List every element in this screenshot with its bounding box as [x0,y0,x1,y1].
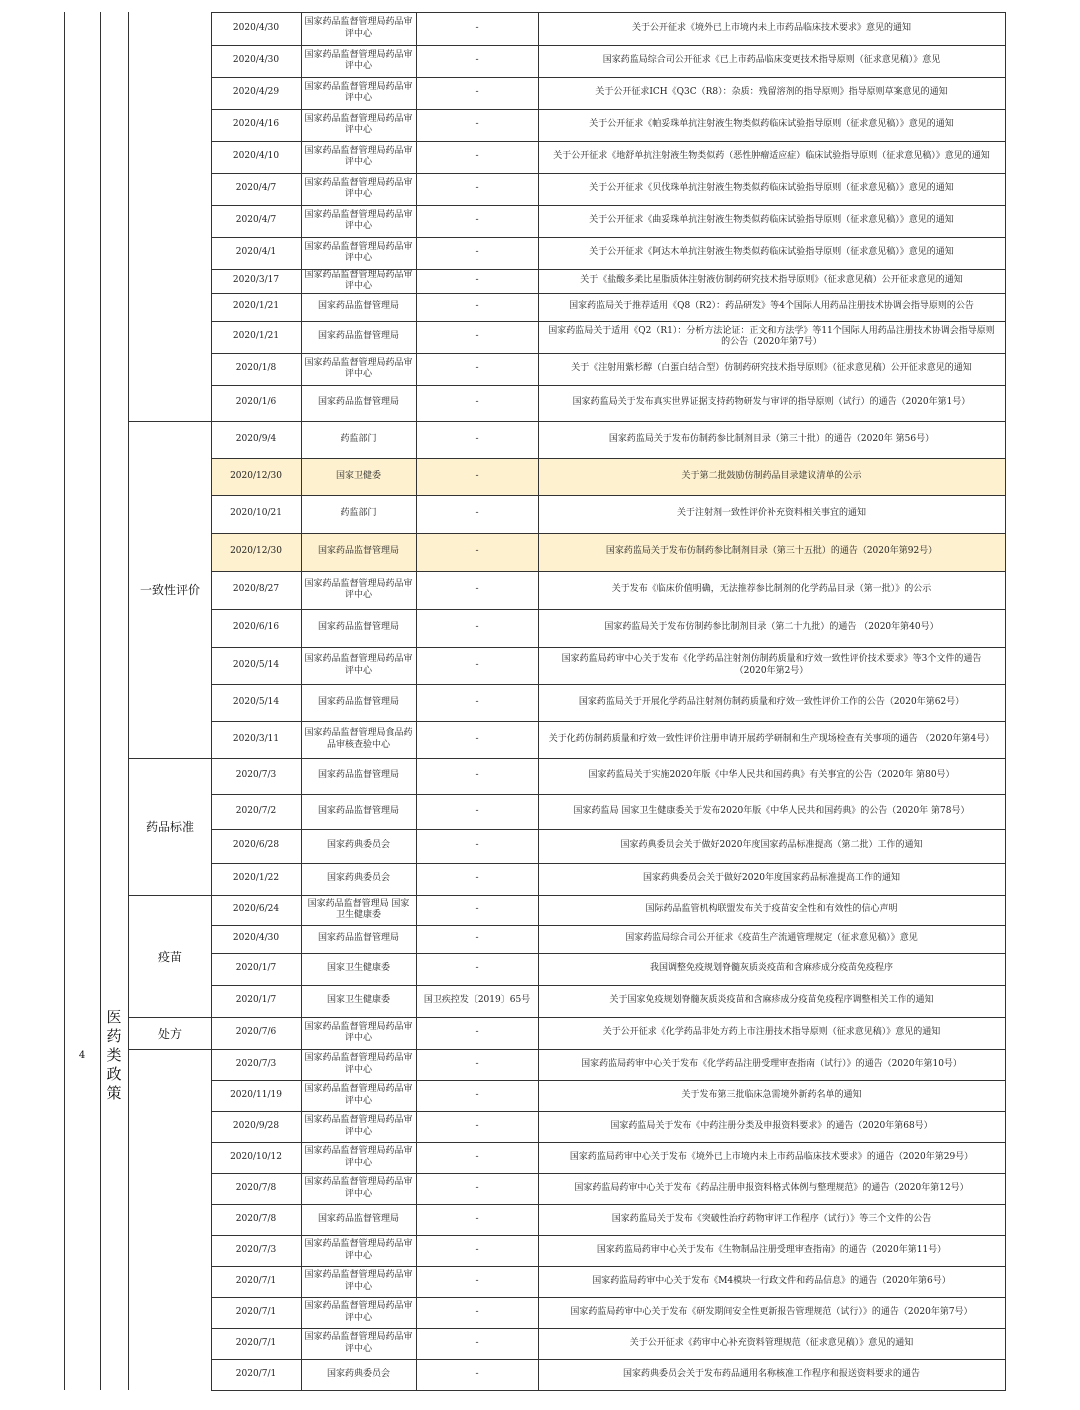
grid-line [211,829,1006,830]
grid-line [538,12,539,1390]
cell-org: 药监部门 [340,433,377,444]
cell-doc: - [475,1337,479,1348]
cell-date: 2020/7/1 [235,1306,277,1317]
grid-line [211,12,1006,13]
cell-date: 2020/4/30 [232,933,280,944]
cell-doc: 国卫疾控发〔2019〕65号 [423,995,531,1006]
cell-date: 2020/4/7 [235,215,277,226]
cell-doc: - [475,363,479,374]
grid-line [211,1049,1006,1050]
cell-title: 国家药监局关于开展化学药品注射剂仿制药质量和疗效一致性评价工作的公告（2020年第62号） [578,696,965,707]
cell-org: 国家药品监督管理局药品审评中心 [304,209,413,231]
cell-org: 药监部门 [340,508,377,519]
cell-org: 国家药品监督管理局药品审评中心 [304,81,413,103]
cell-title: 关于公开征求《药审中心补充资料管理规范（征求意见稿）》意见的通知 [629,1337,914,1348]
cell-org: 国家药品监督管理局 [317,696,399,707]
cell-date: 2020/11/19 [230,1089,282,1100]
major-category-label [100,990,128,1120]
grid-line [211,293,1006,294]
cell-date: 2020/7/1 [235,1337,277,1348]
cell-title: 关于公开征求《阿达木单抗注射液生物类似药临床试验指导原则（征求意见稿）》意见的通知 [589,247,954,258]
grid-line [211,269,1006,270]
cell-org: 国家药品监督管理局药品审评中心 [304,1270,413,1292]
cell-date: 2020/7/2 [235,805,277,816]
cell-title: 国家药典委员会关于发布药品通用名称核准工作程序和报送资料要求的通告 [622,1368,920,1379]
cell-title: 国家药监局药审中心关于发布《境外已上市境内未上市药品临床技术要求》的通告（2020年第29号） [569,1151,974,1162]
cell-doc: - [475,1275,479,1286]
cell-title: 关于国家免疫规划脊髓灰质炎疫苗和含麻疹成分疫苗免疫程序调整相关工作的通知 [609,995,934,1006]
cell-title: 关于公开征求《曲妥珠单抗注射液生物类似药临床试验指导原则（征求意见稿）》意见的通知 [589,215,954,226]
cell-doc: - [475,151,479,162]
cell-doc: - [475,733,479,744]
cell-date: 2020/7/6 [235,1027,277,1038]
cell-date: 2020/4/10 [232,151,280,162]
cell-date: 2020/4/30 [232,55,280,66]
grid-line [211,1173,1006,1174]
cell-doc: - [475,275,479,286]
grid-line [211,12,212,1390]
cell-doc: - [475,1027,479,1038]
cell-org: 国家药品监督管理局 [301,533,416,571]
cell-title: 国家药监局综合司公开征求《疫苗生产流通管理规定（征求意见稿）》意见 [625,933,918,944]
cell-doc: - [475,301,479,312]
grid-line [211,1017,1006,1018]
cell-title: 关于公开征求ICH《Q3C（R8）：杂质：残留溶剂的指导原则》指导原则草案意见的通知 [595,87,948,98]
cell-date: 2020/1/8 [235,363,277,374]
grid-line [128,1049,211,1050]
grid-line [211,205,1006,206]
grid-line [211,925,1006,926]
grid-line [211,985,1006,986]
cell-date: 2020/9/4 [235,433,277,444]
grid-line [211,77,1006,78]
cell-title: 国家药监局药审中心关于发布《药品注册申报资料格式体例与整理规范》的通告（2020年第12号） [574,1182,969,1193]
cell-org: 国家药品监督管理局药品审评中心 [304,1084,413,1106]
cell-title: 国家药监局关于发布仿制药参比制剂目录（第二十九批）的通告 （2020年第40号） [604,622,939,633]
cell-date: 2020/4/30 [232,22,280,33]
grid-line [211,353,1006,354]
cell-doc: - [475,696,479,707]
cell-date: 2020/1/7 [235,995,277,1006]
cell-org: 国家药典委员会 [326,873,390,884]
grid-line [211,458,1006,459]
cell-title: 国家药监局药审中心关于发布《化学药品注射剂仿制药质量和疗效一致性评价技术要求》等3个文件的通告（2020年第2号） [561,654,982,676]
cell-date: 2020/4/29 [232,87,280,98]
grid-line [211,533,1006,534]
cell-title: 关于发布《临床价值明确，无法推荐参比制剂的化学药品目录（第一批）》的公示 [611,584,932,595]
grid-line [211,758,1006,759]
cell-org: 国家卫生健康委 [326,995,390,1006]
cell-doc: - [475,840,479,851]
cell-org: 国家药品监督管理局 [317,933,399,944]
cell-doc: - [475,622,479,633]
cell-doc: - [475,397,479,408]
cell-date: 2020/4/7 [235,183,277,194]
cell-org: 国家卫生健康委 [326,963,390,974]
cell-date: 2020/1/6 [235,397,277,408]
grid-line [211,1142,1006,1143]
cell-doc: - [475,1120,479,1131]
major-category-char: 药 [106,1026,122,1045]
cell-title: 国家药监局综合司公开征求《已上市药品临床变更技术指导原则（征求意见稿）》意见 [602,55,941,66]
cell-date: 2020/3/17 [232,275,280,286]
grid-line [211,1204,1006,1205]
grid-line [1005,12,1006,1390]
grid-line [211,794,1006,795]
cell-org: 国家药典委员会 [326,840,390,851]
cell-doc: - [475,55,479,66]
cell-title: 国家药监局 国家卫生健康委关于发布2020年版《中华人民共和国药典》的公告（2020年 第78号） [573,805,970,816]
cell-doc: - [475,584,479,595]
cell-doc: - [475,119,479,130]
cell-org: 国家药品监督管理局食品药品审核查验中心 [304,728,413,750]
cell-title: 国家药监局药审中心关于发布《生物制品注册受理审查指南》的通告（2020年第11号） [596,1244,947,1255]
cell-doc: - [416,533,538,571]
cell-org: 国家药品监督管理局药品审评中心 [304,1177,413,1199]
cell-org: 国家药品监督管理局药品审评中心 [304,1115,413,1137]
grid-line [211,863,1006,864]
cell-org: 国家药品监督管理局药品审评中心 [304,1301,413,1323]
category-label: 处方 [157,1026,182,1041]
cell-date: 2020/12/30 [211,533,301,571]
grid-line [211,321,1006,322]
cell-doc: - [475,508,479,519]
major-category-char: 医 [106,1007,122,1026]
cell-doc: - [475,933,479,944]
cell-org: 国家药品监督管理局药品审评中心 [304,1146,413,1168]
cell-doc: - [475,331,479,342]
cell-title: 关于公开征求《境外已上市境内未上市药品临床技术要求》意见的通知 [631,22,911,33]
cell-date: 2020/1/21 [232,331,280,342]
grid-line [211,1266,1006,1267]
cell-date: 2020/6/28 [232,840,280,851]
grid-line [211,1297,1006,1298]
cell-date: 2020/4/16 [232,119,280,130]
cell-date: 2020/7/3 [235,770,277,781]
cell-org: 国家药品监督管理局药品审评中心 [304,113,413,135]
cell-title: 关于《盐酸多柔比星脂质体注射液仿制药研究技术指导原则》（征求意见稿）公开征求意见的通知 [580,275,963,286]
cell-doc: - [475,22,479,33]
cell-title: 国家药监局关于发布仿制药参比制剂目录（第三十批）的通告（2020年 第56号） [608,433,935,444]
grid-line [211,1111,1006,1112]
grid-line [100,12,101,1390]
cell-title: 国家药监局关于适用《Q2（R1）：分析方法论证：正文和方法学》等11个国际人用药品注册技术协调会指导原则的公告（2020年第7号） [548,325,995,347]
grid-line [211,571,1006,572]
section-number: 4 [78,1049,86,1061]
cell-date: 2020/7/1 [235,1275,277,1286]
cell-org: 国家药品监督管理局 [317,770,399,781]
major-category-char: 类 [106,1045,122,1064]
grid-line [211,895,1006,896]
cell-title: 国家药监局关于发布《突破性治疗药物审评工作程序（试行）》等三个文件的公告 [611,1213,932,1224]
grid-line [211,45,1006,46]
cell-title: 国家药监局药审中心关于发布《研发期间安全性更新报告管理规范（试行）》的通告（2020年第7号） [570,1306,973,1317]
cell-title: 关于化药仿制药质量和疗效一致性评价注册申请开展药学研制和生产现场检查有关事项的通告 （2020年第4号） [548,733,995,744]
cell-org: 国家药品监督管理局药品审评中心 [304,241,413,263]
cell-title: 关于公开征求《帕妥珠单抗注射液生物类似药临床试验指导原则（征求意见稿）》意见的通知 [589,119,954,130]
cell-title: 国家药监局关于发布《中药注册分类及申报资料要求》的通告（2020年第68号） [610,1120,933,1131]
cell-org: 国家药品监督管理局药品审评中心 [304,49,413,71]
grid-line [211,237,1006,238]
cell-doc: - [475,1089,479,1100]
cell-doc: - [475,433,479,444]
cell-date: 2020/5/14 [232,696,280,707]
cell-title: 关于公开征求《化学药品非处方药上市注册技术指导原则（征求意见稿）》意见的通知 [602,1027,941,1038]
grid-line [416,12,417,1390]
cell-org: 国家药品监督管理局 [317,805,399,816]
grid-line [211,173,1006,174]
cell-date: 2020/12/30 [211,458,301,495]
cell-doc: - [475,873,479,884]
grid-line [211,1235,1006,1236]
grid-line [301,12,302,1390]
cell-doc: - [475,963,479,974]
cell-org: 国家药品监督管理局药品审评中心 [304,1021,413,1043]
cell-org: 国家药品监督管理局药品审评中心 [304,1239,413,1261]
cell-org: 国家药品监督管理局 [317,331,399,342]
grid-line [211,495,1006,496]
grid-line [211,1080,1006,1081]
cell-date: 2020/7/8 [235,1182,277,1193]
grid-line [64,12,65,1390]
cell-title: 国家药监局关于发布真实世界证据支持药物研发与审评的指导原则（试行）的通告（2020年第1号） [572,397,971,408]
cell-doc: - [475,247,479,258]
grid-line [211,109,1006,110]
cell-org: 国家药品监督管理局药品审评中心 [304,357,413,379]
grid-line [211,684,1006,685]
cell-org: 国家药品监督管理局 [317,301,399,312]
cell-title: 我国调整免疫规划脊髓灰质炎疫苗和含麻疹成分疫苗免疫程序 [649,963,893,974]
cell-doc: - [475,87,479,98]
cell-org: 国家药品监督管理局 国家卫生健康委 [307,898,410,920]
cell-title: 关于发布第三批临床急需境外新药名单的通知 [681,1089,862,1100]
cell-title: 关于《注射用紫杉醇（白蛋白结合型）仿制药研究技术指导原则》（征求意见稿）公开征求意见的通知 [571,363,972,374]
grid-line [211,721,1006,722]
grid-line [211,421,1006,422]
cell-org: 国家卫健委 [301,458,416,495]
cell-doc: - [416,458,538,495]
cell-date: 2020/7/1 [235,1368,277,1379]
cell-date: 2020/1/7 [235,963,277,974]
cell-title: 关于公开征求《地舒单抗注射液生物类似药（恶性肿瘤适应症）临床试验指导原则（征求意见稿）》意见的通知 [553,151,990,162]
cell-date: 2020/3/11 [232,733,280,744]
cell-date: 2020/7/8 [235,1213,277,1224]
cell-doc: - [475,183,479,194]
cell-doc: - [475,1213,479,1224]
grid-line [211,647,1006,648]
grid-line [211,1359,1006,1360]
major-category-char: 政 [106,1064,122,1083]
cell-date: 2020/7/3 [235,1058,277,1069]
cell-title: 国家药典委员会关于做好2020年度国家药品标准提高（第二批）工作的通知 [620,840,923,851]
cell-doc: - [475,659,479,670]
category-label: 药品标准 [145,820,194,834]
cell-title: 国家药典委员会关于做好2020年度国家药品标准提高工作的通知 [643,873,900,884]
grid-line [211,385,1006,386]
cell-doc: - [475,215,479,226]
category-label: 疫苗 [157,949,182,964]
cell-title: 国家药监局关于实施2020年版《中华人民共和国药典》有关事宜的公告（2020年 第80号） [588,770,955,781]
cell-title: 国家药监局药审中心关于发布《M4模块一行政文件和药品信息》的通告（2020年第6号） [592,1275,951,1286]
grid-line [211,953,1006,954]
cell-doc: - [475,1244,479,1255]
cell-date: 2020/9/28 [232,1120,280,1131]
cell-doc: - [475,1306,479,1317]
grid-line [211,141,1006,142]
grid-line [211,609,1006,610]
cell-title: 国家药监局关于发布仿制药参比制剂目录（第三十五批）的通告（2020年第92号） [538,533,1005,571]
cell-org: 国家药品监督管理局 [317,1213,399,1224]
cell-org: 国家药品监督管理局药品审评中心 [304,145,413,167]
cell-date: 2020/6/16 [232,622,280,633]
cell-title: 国家药监局药审中心关于发布《化学药品注册受理审查指南（试行）》的通告（2020年第10号） [581,1058,962,1069]
cell-doc: - [475,1368,479,1379]
cell-org: 国家药品监督管理局药品审评中心 [304,578,413,600]
cell-date: 2020/7/3 [235,1244,277,1255]
cell-org: 国家药典委员会 [326,1368,390,1379]
cell-date: 2020/8/27 [232,584,280,595]
cell-doc: - [475,1182,479,1193]
cell-org: 国家药品监督管理局药品审评中心 [304,17,413,39]
major-category-char: 策 [106,1083,122,1102]
cell-org: 国家药品监督管理局药品审评中心 [304,1053,413,1075]
cell-org: 国家药品监督管理局 [317,622,399,633]
cell-title: 关于第二批鼓励仿制药品目录建议清单的公示 [538,458,1005,495]
cell-date: 2020/5/14 [232,659,280,670]
cell-doc: - [475,770,479,781]
cell-title: 国家药监局关于推荐适用《Q8（R2）：药品研发》等4个国际人用药品注册技术协调会指导原则的公告 [569,301,974,312]
cell-doc: - [475,805,479,816]
cell-org: 国家药品监督管理局药品审评中心 [304,177,413,199]
grid-line [211,1390,1006,1391]
cell-date: 2020/6/24 [232,904,280,915]
cell-date: 2020/1/22 [232,873,280,884]
cell-title: 国际药品监管机构联盟发布关于疫苗安全性和有效性的信心声明 [645,904,898,915]
grid-line [211,1328,1006,1329]
cell-org: 国家药品监督管理局 [317,397,399,408]
cell-title: 关于注射剂一致性评价补充资料相关事宜的通知 [676,508,866,519]
cell-doc: - [475,904,479,915]
cell-date: 2020/10/21 [230,508,282,519]
cell-org: 国家药品监督管理局药品审评中心 [304,1332,413,1354]
cell-doc: - [475,1151,479,1162]
cell-date: 2020/4/1 [235,247,277,258]
cell-doc: - [475,1058,479,1069]
category-label: 一致性评价 [139,583,200,597]
cell-date: 2020/10/12 [230,1151,282,1162]
cell-org: 国家药品监督管理局药品审评中心 [304,269,413,291]
cell-title: 关于公开征求《贝伐珠单抗注射液生物类似药临床试验指导原则（征求意见稿）》意见的通知 [589,183,954,194]
cell-org: 国家药品监督管理局药品审评中心 [304,654,413,676]
cell-date: 2020/1/21 [232,301,280,312]
